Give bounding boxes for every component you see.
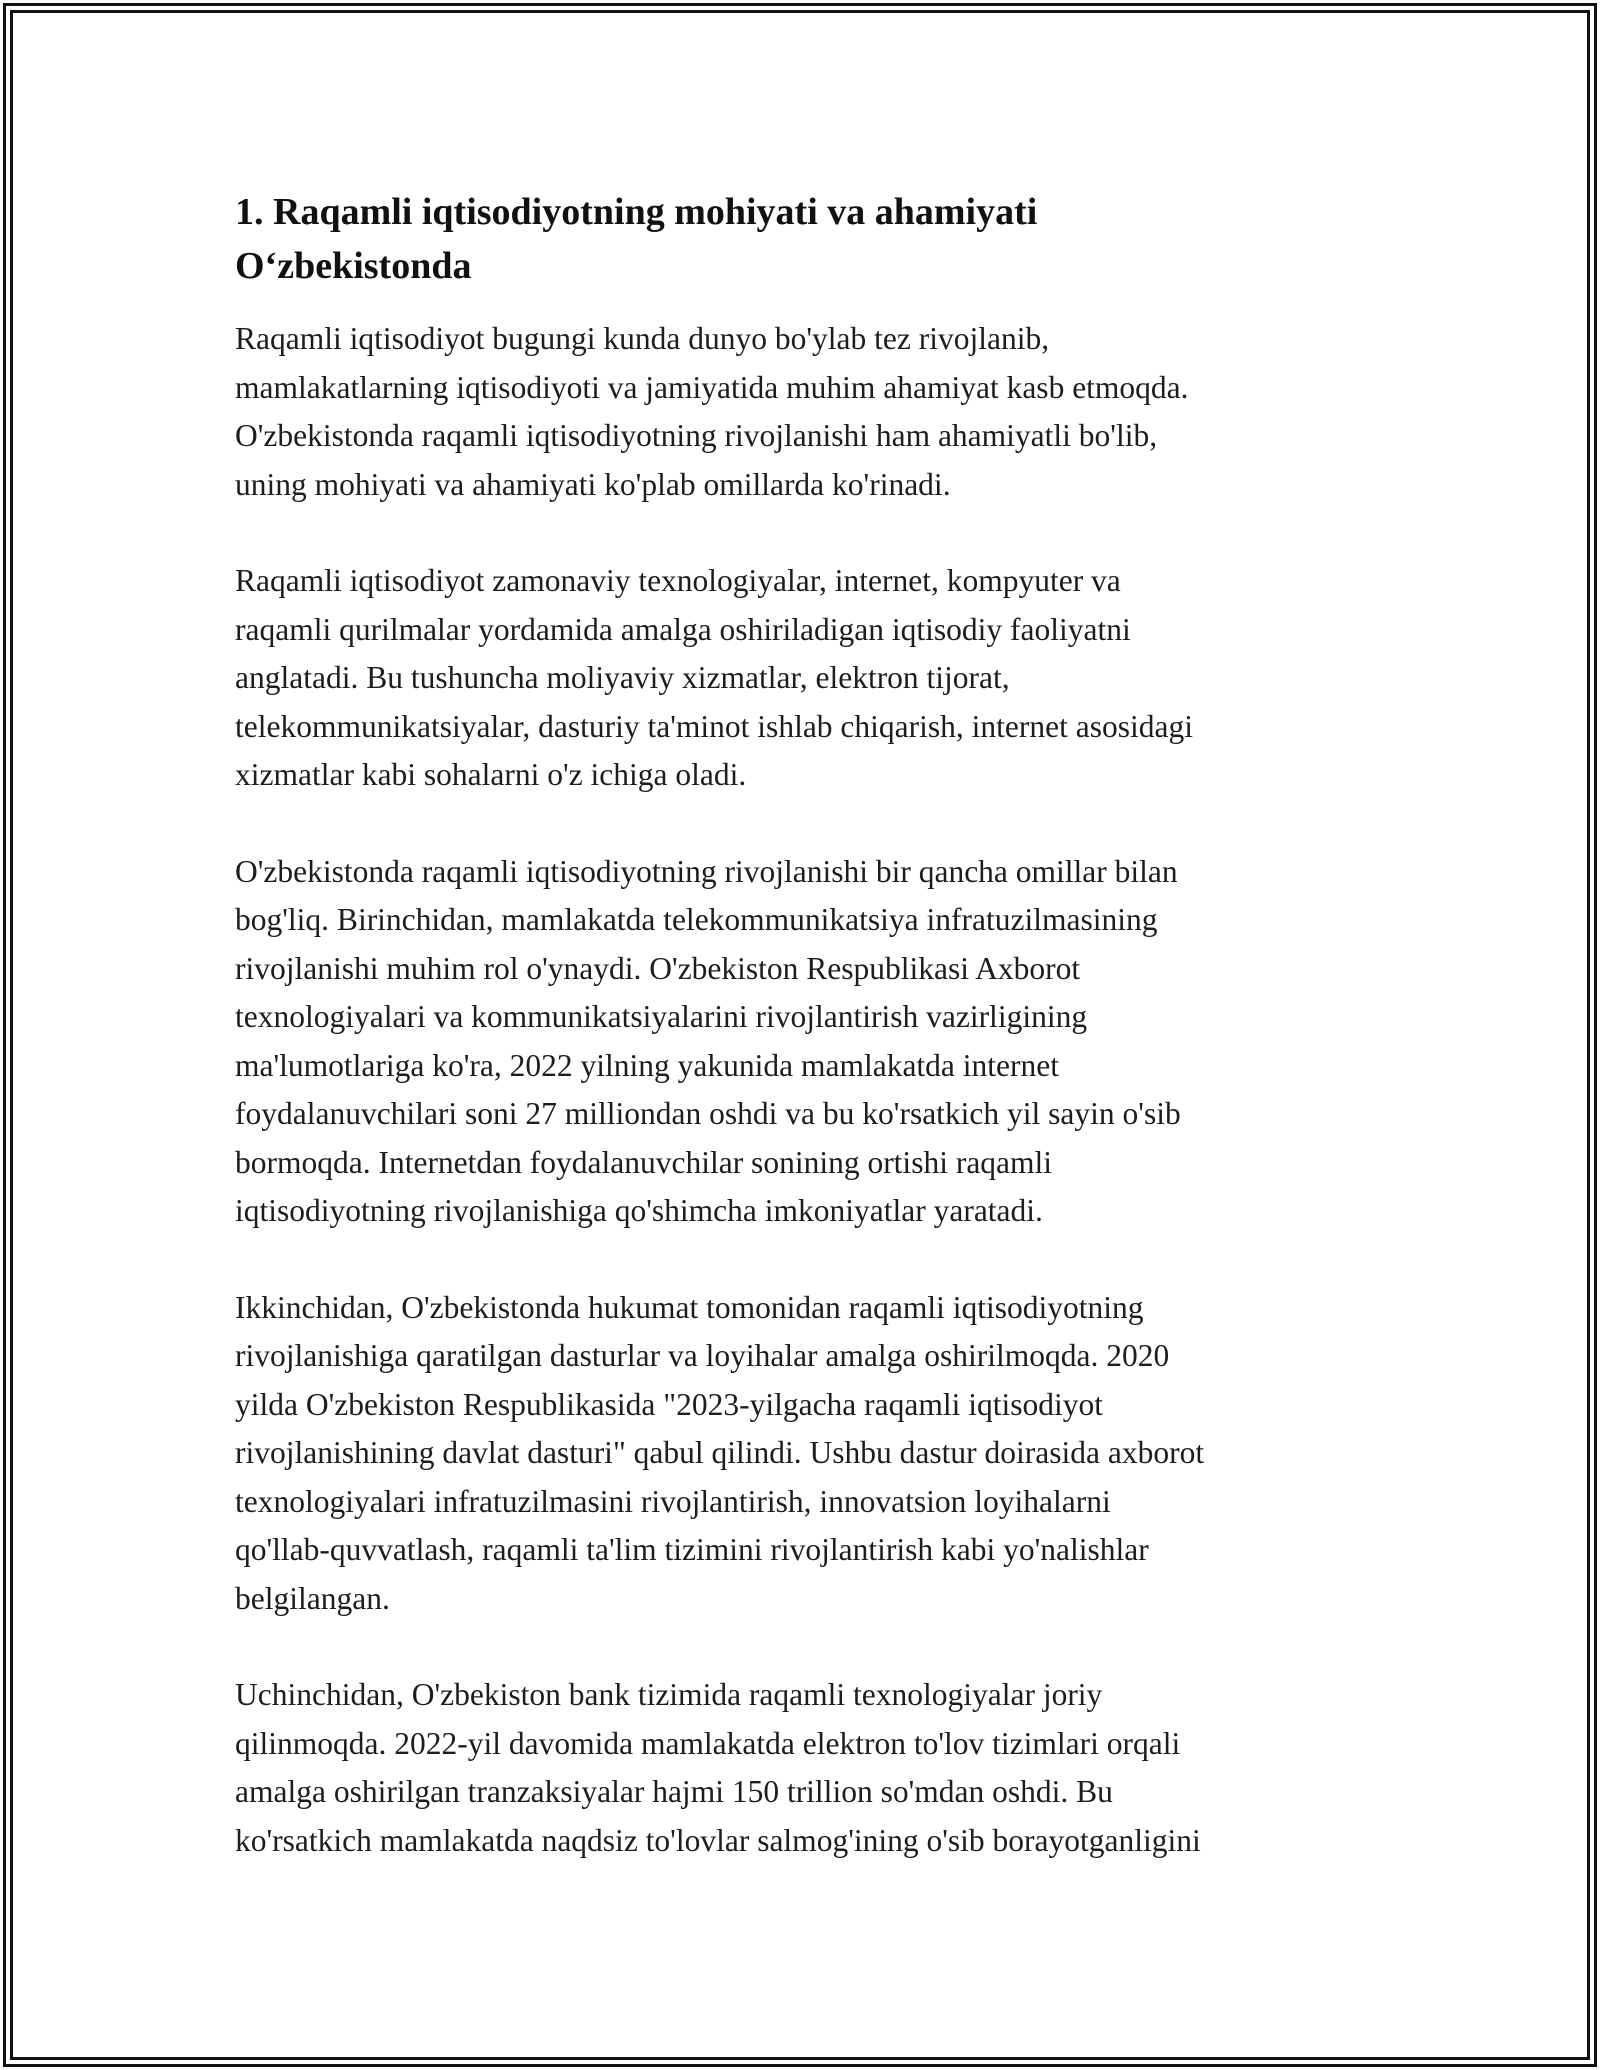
text-line: anglatadi. Bu tushuncha moliyaviy xizmatlar, elektron tijorat, xyxy=(235,660,1010,695)
text-line: raqamli qurilmalar yordamida amalga oshiriladigan iqtisodiy faoliyatni xyxy=(235,611,1131,647)
text-line: Raqamli iqtisodiyot bugungi kunda dunyo bo'ylab tez rivojlanib, xyxy=(235,321,1050,356)
text-line: rivojlanishi muhim rol o'ynaydi. O'zbekiston Respublikasi Axborot xyxy=(235,950,1081,986)
text-line: texnologiyalari va kommunikatsiyalarini rivojlantirish vazirligining xyxy=(235,999,1088,1034)
text-line: xizmatlar kabi sohalarni o'z ichiga oladi. xyxy=(235,757,747,792)
text-line: uning mohiyati va ahamiyati ko'plab omillarda ko'rinadi. xyxy=(235,466,951,502)
text-line: belgilangan. xyxy=(235,1580,390,1616)
text-line: Raqamli iqtisodiyot zamonaviy texnologiyalar, internet, kompyuter va xyxy=(235,563,1121,598)
text-line: texnologiyalari infratuzilmasini rivojlantirish, innovatsion loyihalarni xyxy=(235,1483,1111,1519)
heading-line: 1. Raqamli iqtisodiyotning mohiyati va ahamiyati xyxy=(235,191,1038,233)
heading-line: O‘zbekistonda xyxy=(235,245,472,287)
text-line: iqtisodiyotning rivojlanishiga qo'shimcha imkoniyatlar yaratadi. xyxy=(235,1193,1043,1228)
text-line: rivojlanishining davlat dasturi" qabul qilindi. Ushbu dastur doirasida axborot xyxy=(235,1435,1205,1470)
text-line: O'zbekistonda raqamli iqtisodiyotning rivojlanishi ham ahamiyatli bo'lib, xyxy=(235,418,1158,453)
text-line: Ikkinchidan, O'zbekistonda hukumat tomonidan raqamli iqtisodiyotning xyxy=(235,1289,1144,1325)
paragraph-4 xyxy=(235,1284,1375,1624)
text-line: qilinmoqda. 2022-yil davomida mamlakatda elektron to'lov tizimlari orqali xyxy=(235,1725,1181,1761)
text-line: telekommunikatsiyalar, dasturiy ta'minot ishlab chiqarish, internet asosidagi xyxy=(235,708,1193,744)
text-line: amalga oshirilgan tranzaksiyalar hajmi 150 trillion so'mdan oshdi. Bu xyxy=(235,1774,1113,1809)
paragraph-1 xyxy=(235,315,1375,509)
text-line: mamlakatlarning iqtisodiyoti va jamiyatida muhim ahamiyat kasb etmoqda. xyxy=(235,369,1189,405)
text-line: O'zbekistonda raqamli iqtisodiyotning rivojlanishi bir qancha omillar bilan xyxy=(235,853,1178,889)
text-line: Uchinchidan, O'zbekiston bank tizimida raqamli texnologiyalar joriy xyxy=(235,1677,1103,1712)
paragraph-5 xyxy=(235,1671,1375,1865)
paragraph-2 xyxy=(235,557,1375,800)
text-line: bormoqda. Internetdan foydalanuvchilar sonining ortishi raqamli xyxy=(235,1144,1053,1180)
text-line: bog'liq. Birinchidan, mamlakatda telekommunikatsiya infratuzilmasining xyxy=(235,902,1158,937)
text-line: ma'lumotlariga ko'ra, 2022 yilning yakunida mamlakatda internet xyxy=(235,1047,1059,1083)
document-body xyxy=(235,185,1375,1913)
text-line: yilda O'zbekiston Respublikasida "2023-yilgacha raqamli iqtisodiyot xyxy=(235,1386,1104,1422)
paragraph-3 xyxy=(235,848,1375,1236)
text-line: qo'llab-quvvatlash, raqamli ta'lim tizimini rivojlantirish kabi yo'nalishlar xyxy=(235,1532,1149,1567)
section-heading xyxy=(235,185,1375,293)
text-line: foydalanuvchilari soni 27 milliondan oshdi va bu ko'rsatkich yil sayin o'sib xyxy=(235,1096,1181,1131)
text-line: ko'rsatkich mamlakatda naqdsiz to'lovlar salmog'ining o'sib borayotganligini xyxy=(235,1822,1201,1858)
text-line: rivojlanishiga qaratilgan dasturlar va loyihalar amalga oshirilmoqda. 2020 xyxy=(235,1338,1170,1373)
